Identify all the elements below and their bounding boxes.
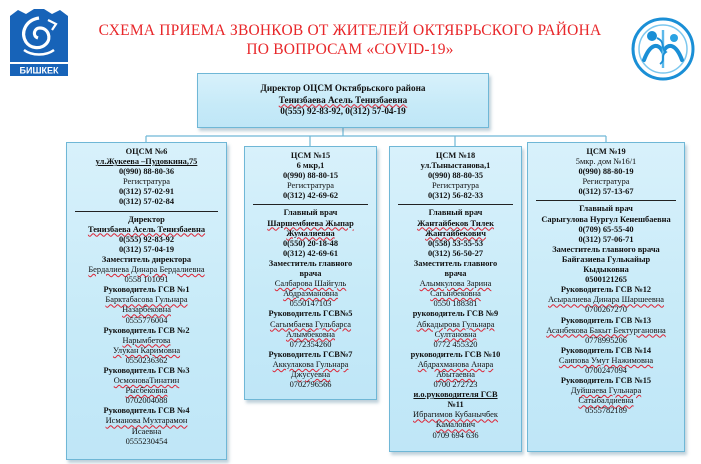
contact-line: Джусуевна [290,369,331,379]
contact-line: Заместитель главного [268,258,353,268]
divider [536,200,676,201]
contact-line: Алымкулова Зарина [419,279,492,289]
contact-line: Руководитель ГСВ №13 [560,315,652,325]
contact-line: ул.Жукеева –Пудовкина,75 [95,157,198,167]
contact-line: 0(558) 53-55-53 [427,238,484,248]
contact-line: Исманова Мухтарамон [105,416,188,426]
contact-line: Руководитель ГСВ №14 [560,345,652,355]
director-phones: 0(555) 92-83-92, 0(312) 57-04-19 [280,106,406,116]
contact-line: Асыралиева Динара Шаршеевна [548,295,664,305]
clinic-box-ocsm6 [66,142,227,460]
contact-line: Аккулакова Гульнара [272,359,349,369]
clinic-box-csm18 [389,146,522,452]
contact-line: Бердалиева Динара Бердалиевна [88,265,205,275]
contact-line: 0772 455320 [433,339,478,349]
contact-line: Руководитель ГСВ№7 [268,349,353,359]
contact-line: 0558 101091 [124,275,169,285]
contact-line: руководитель ГСВ №9 [412,309,499,319]
contact-line: Жантайбекович [425,228,486,238]
contact-line: Ибрагимов Кубанычбек [413,410,498,420]
contact-line: Регистратура [582,177,630,187]
divider [253,204,368,205]
contact-line: 0772354260 [289,339,332,349]
contact-line: 0(990) 88-80-15 [282,171,339,181]
contact-line: Рысбековна [125,386,168,396]
contact-line: 0500121265 [585,275,627,285]
contact-line: руководитель ГСВ №10 [410,349,501,359]
divider [75,211,218,212]
contact-line: Жантайбеков Тилек [417,218,494,228]
contact-line: Главный врач [579,204,633,214]
contact-line: Султановна [434,329,477,339]
contact-line: №11 [447,400,464,410]
contact-line: 0550 188381 [433,299,478,309]
contact-line: Назарбековна [122,305,171,315]
contact-line: врача [299,269,322,279]
contact-line: ЦСМ №19 [586,147,626,156]
contact-line: 0(312) 57-04-19 [118,244,175,254]
contact-line: ЦСМ №18 [435,151,476,160]
contact-line: Асанбекова Бакыт Бектургановна [546,325,666,335]
contact-line: Кыдыковна [583,265,629,275]
contact-line: 5мкр. дом №16/1 [575,157,637,167]
contact-line: Регистратура [123,177,170,187]
contact-line: 0(550) 20-18-48 [282,238,339,248]
contact-line: ОсмоноваТинатин [113,376,180,386]
clinic-box-csm15 [244,146,377,400]
contact-line: 0700 272723 [433,380,478,390]
contact-line: 0(555) 92-83-92 [118,234,175,244]
contact-line: 0(312) 42-69-62 [282,191,339,201]
contact-line: Заместитель главного [413,258,498,268]
contact-line: 0550236362 [125,355,168,365]
contact-line: Регистратура [287,181,334,191]
contact-line: 0700267270 [585,305,627,315]
contact-line: Руководитель ГСВ №1 [103,285,190,295]
contact-line: Заместитель директора [101,254,192,264]
contact-line: Байгазиева Гулькайыр [561,254,651,264]
director-name: Тенизбаева Асель Тенизбаевна [278,94,408,105]
contact-line: 0(312) 57-02-91 [118,187,175,197]
contact-line: Жумалиевна [286,228,335,238]
contact-line: 0702796566 [289,380,332,390]
contact-line: Нарымбетова [122,335,171,345]
contact-line: 0555776004 [125,315,168,325]
contact-line: Руководитель ГСВ №12 [560,285,652,295]
contact-line: Абдразмановна [283,289,338,299]
logo-text: БИШКЕК [19,65,59,76]
contact-line: 0778995206 [585,335,627,345]
contact-line: 0(312) 57-02-84 [118,197,175,207]
contact-line: Руководитель ГСВ №15 [560,376,652,386]
contact-line: Сагынбековна [430,289,481,299]
contact-line: Абдрахманова Анара [417,359,494,369]
page-title: СХЕМА ПРИЕМА ЗВОНКОВ ОТ ЖИТЕЛЕЙ ОКТЯБРЬСКОГО РАЙОНА [98,22,602,39]
contact-line: Камалович [435,420,476,430]
contact-line: 0555782189 [585,406,627,416]
contact-line: Заместитель главного врача [552,244,660,254]
contact-line: 6 мкр,1 [296,161,325,171]
contact-line: Главный врач [428,208,483,218]
contact-line: и.о.руководителя ГСВ [413,390,498,400]
clinic-box-csm19 [527,142,685,452]
contact-line: Барктабасова Гульнара [105,295,188,305]
contact-line: Руководитель ГСВ №4 [103,406,190,416]
contact-line: Руководитель ГСВ №2 [103,325,190,335]
contact-line: Салбарова Шайгуль [274,279,347,289]
contact-line: Сагымбаева Гульбарса [269,319,352,329]
contact-line: Шаршембиева Жыпар [267,218,354,228]
contact-line: ул.Тыныстанова,1 [420,161,491,171]
contact-line: 0555230454 [125,436,168,446]
contact-line: Главный врач [283,208,338,218]
contact-line: 0550147103 [289,299,332,309]
contact-line: Руководитель ГСВ№5 [268,309,353,319]
contact-line: Сатыбалдиевна [578,396,634,406]
contact-line: Сарыгулова Нургул Кенешбаевна [541,214,671,224]
director-title: Директор ОЦСМ Октябрьского района [260,83,426,93]
contact-line: 0(990) 88-80-35 [427,171,484,181]
contact-line: 0(709) 65-55-40 [578,224,634,234]
contact-line: ЦСМ №15 [290,151,331,160]
page-subtitle: ПО ВОПРОСАМ «COVID-19» [246,41,454,58]
contact-line: Улукан Каримовна [112,345,181,355]
contact-line: ОЦСМ №6 [125,147,168,156]
divider [398,204,513,205]
contact-line: Абытаевна [436,369,475,379]
contact-line: 0(312) 57-13-67 [578,187,634,197]
contact-line: 0(312) 57-06-71 [578,234,634,244]
contact-line: Директор [128,214,165,224]
contact-line: 0(312) 56-82-33 [427,191,484,201]
contact-line: врача [444,269,467,279]
contact-line: Дуйшаева Гульнара [570,386,642,396]
director-box [197,73,489,128]
contact-line: Регистратура [432,181,479,191]
contact-line: 0(990) 88-80-19 [578,167,634,177]
contact-line: 0709 694 636 [432,430,479,440]
contact-line: Абкадырова Гульнара [416,319,495,329]
contact-line: Саипова Умут Нажимовна [558,355,654,365]
contact-line: 0(312) 56-50-27 [427,248,484,258]
contact-line: 0702004088 [125,396,168,406]
contact-line: Тенизбаева Асель Тенизбаевна [87,224,206,234]
contact-line: Алымбековна [285,329,335,339]
contact-line: Исаевна [131,426,162,436]
contact-line: 0(990) 88-80-36 [118,167,175,177]
contact-line: 0(312) 42-69-61 [282,248,339,258]
contact-line: 0700247094 [585,365,627,375]
contact-line: Руководитель ГСВ №3 [103,365,190,375]
